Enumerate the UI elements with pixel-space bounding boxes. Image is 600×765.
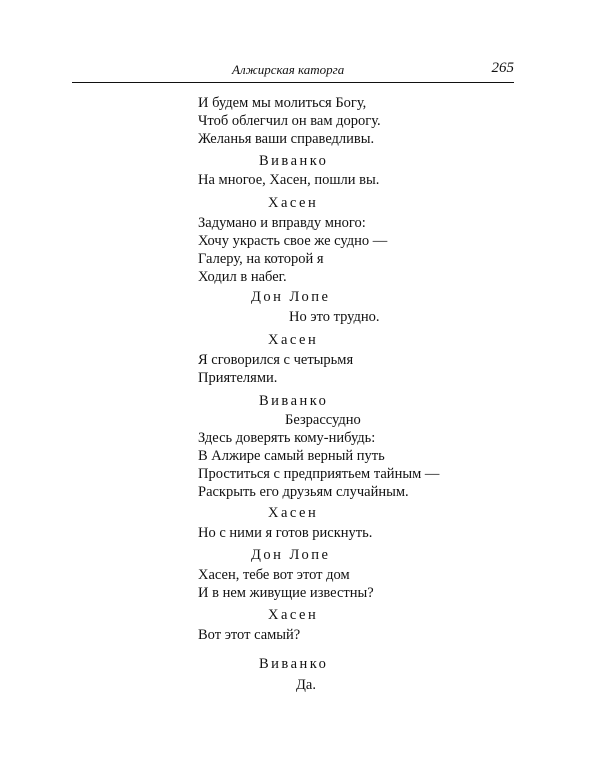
verse-line: И в нем живущие известны? [198,585,374,601]
speaker-name: Виванко [259,656,329,672]
speaker-name: Дон Лопе [251,547,331,563]
verse-line: Ходил в набег. [198,269,287,285]
running-title: Алжирская каторга [232,62,345,77]
speaker-name: Хасен [268,505,319,521]
verse-line: Но с ними я готов рискнуть. [198,525,373,541]
verse-line: Желанья ваши справедливы. [198,131,375,147]
verse-line: Но это трудно. [289,309,380,325]
verse-line: Проститься с предприятьем тайным — [198,466,440,482]
verse-line: Галеру, на которой я [198,251,324,267]
verse-line: Чтоб облегчил он вам дорогу. [198,113,381,129]
verse-line: Безрассудно [285,412,361,428]
verse-line: Приятелями. [198,370,278,386]
verse-line: Хочу украсть свое же судно — [198,233,388,249]
verse-line: Вот этот самый? [198,627,301,643]
page-number: 265 [491,60,514,76]
verse-line: Я сговорился с четырьмя [198,352,354,368]
verse-line: На многое, Хасен, пошли вы. [198,172,380,188]
verse-line: Хасен, тебе вот этот дом [198,567,350,583]
verse-line: Раскрыть его друзьям случайным. [198,484,409,500]
verse-line: И будем мы молиться Богу, [198,95,367,111]
speaker-name: Виванко [259,153,329,169]
verse-line: В Алжире самый верный путь [198,448,385,464]
speaker-name: Хасен [268,607,319,623]
speaker-name: Хасен [268,195,319,211]
verse-line: Задумано и вправду много: [198,215,366,231]
speaker-name: Хасен [268,332,319,348]
header-rule [72,82,514,83]
verse-line: Здесь доверять кому-нибудь: [198,430,376,446]
speaker-name: Дон Лопе [251,289,331,305]
page-header [72,60,514,82]
speaker-name: Виванко [259,393,329,409]
verse-line: Да. [296,677,316,693]
